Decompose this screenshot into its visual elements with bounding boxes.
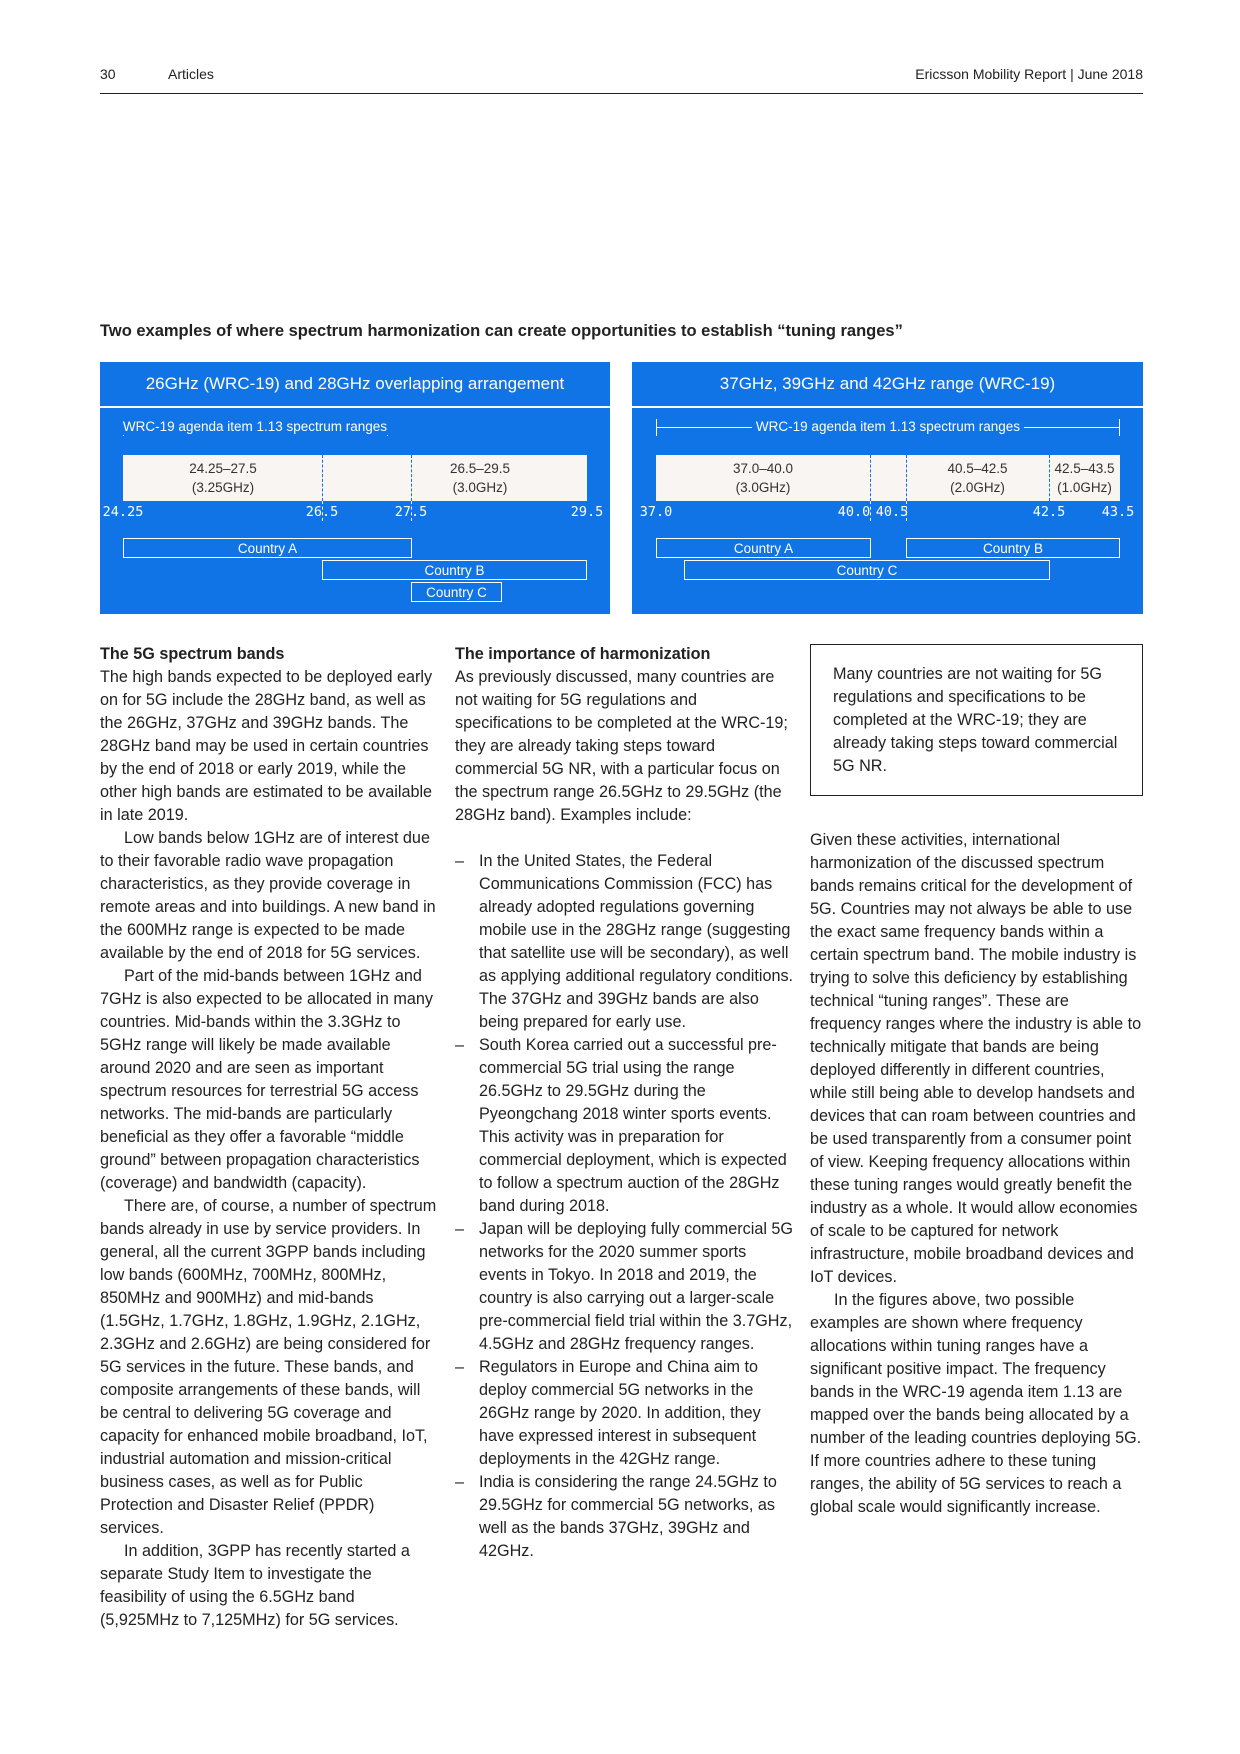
paragraph: Low bands below 1GHz are of interest due to their favorable radio wave propagation characteristics, as they provide coverage in remote areas and into buildings. A new band in the 600MHz range is expected to be made available by the end of 2018 for 5G services. (100, 829, 436, 962)
band-width: (2.0GHz) (950, 480, 1005, 495)
divider-40-0 (870, 455, 871, 501)
band-26-29 (373, 455, 587, 501)
figure-title: Two examples of where spectrum harmonization can create opportunities to establish “tuning ranges” (100, 322, 903, 340)
report-title: Ericsson Mobility Report | June 2018 (915, 66, 1143, 82)
list-item: – Regulators in Europe and China aim to deploy commercial 5G networks in the 26GHz range by 2020. In addition, they have expressed interest in subsequent deployments in the 42GHz range. (455, 1356, 795, 1471)
band-range: 37.0–40.0 (732, 461, 794, 476)
paragraph: The high bands expected to be deployed early on for 5G include the 28GHz band, as well as the 26GHz, 37GHz and 39GHz bands. The 28GHz band may be used in certain countries by the end of 2018 or early 2019, while the other high bands are estimated to be available in late 2019. (100, 668, 433, 824)
divider-42-5 (1049, 455, 1050, 501)
agenda-range-bracket (123, 419, 388, 435)
agenda-label: WRC-19 agenda item 1.13 spectrum ranges (752, 419, 1024, 435)
column-spectrum-bands (100, 643, 438, 1632)
list-item: – South Korea carried out a successful pre-commercial 5G trial using the range 26.5GHz to 29.5GHz during the Pyeongchang 2018 winter sports events. This activity was in preparation for commercial deployment, which is expected to follow a spectrum auction of the 28GHz band during 2018. (455, 1034, 795, 1218)
paragraph: In the figures above, two possible examples are shown where frequency allocations within tuning ranges have a significant positive impact. The frequency bands in the WRC-19 agenda item 1.13 are mapped over the bands being allocated by a number of the leading countries deploying 5G. If more countries adhere to these tuning ranges, the ability of 5G services to reach a global scale would significantly increase. (810, 1291, 1142, 1516)
list-item: – Japan will be deploying fully commercial 5G networks for the 2020 summer sports events in Tokyo. In 2018 and 2019, the country is also carrying out a larger-scale pre-commercial field trial within the 3.7GHz, 4.5GHz and 28GHz frequency ranges. (455, 1218, 795, 1356)
panel-title: 26GHz (WRC-19) and 28GHz overlapping arrangement (100, 362, 610, 408)
band-strip (656, 455, 1120, 501)
band-37-40 (656, 455, 870, 501)
paragraph: There are, of course, a number of spectrum bands already in use by service providers. In general, all the current 3GPP bands including low bands (600MHz, 700MHz, 800MHz, 850MHz and 900MHz) and mid-bands (1.5GHz, 1.7GHz, 1.8GHz, 1.9GHz, 2.1GHz, 2.3GHz and 2.6GHz) are being considered for 5G services in the future. These bands, and composite arrangements of these bands, will be central to delivering 5G coverage and capacity for enhanced mobile broadband, IoT, industrial automation and mission-critical business cases, as well as for Public Protection and Disaster Relief (PPDR) services. (100, 1197, 437, 1537)
column-tuning-ranges (810, 829, 1143, 1519)
section-heading: The importance of harmonization (455, 645, 711, 663)
tick-24-25: 24.25 (102, 504, 144, 520)
country-a-box: Country A (656, 538, 871, 558)
tick-26-5: 26.5 (305, 504, 339, 520)
band-range: 42.5–43.5 (1054, 461, 1115, 476)
tick-42-5: 42.5 (1032, 504, 1066, 520)
country-c-box: Country C (684, 560, 1050, 580)
band-range: 24.25–27.5 (189, 461, 257, 476)
pull-quote-box (810, 644, 1143, 796)
divider-26-5 (322, 455, 323, 501)
band-width: (3.25GHz) (191, 480, 255, 495)
band-width: (1.0GHz) (1057, 480, 1112, 495)
band-24-27 (123, 455, 323, 501)
section-label: Articles (168, 66, 214, 82)
panel-26-28ghz (100, 362, 610, 614)
divider-27-5 (411, 455, 412, 501)
paragraph: Part of the mid-bands between 1GHz and 7GHz is also expected to be allocated in many countries. Mid-bands within the 3.3GHz to 5GHz range will likely be made available around 2020 and are seen as important spectrum resources for terrestrial 5G access networks. The mid-bands are particularly beneficial as they offer a favorable “middle ground” between propagation characteristics (coverage) and bandwidth (capacity). (100, 967, 433, 1192)
paragraph: Given these activities, international harmonization of the discussed spectrum bands remains critical for the development of 5G. Countries may not always be able to use the exact same frequency bands within a certain spectrum band. The mobile industry is trying to solve this deficiency by establishing technical “tuning ranges”. These are frequency ranges where the industry is able to technically mitigate that bands are being deployed differently in different countries, while still being able to develop handsets and devices that can roam between countries and be used transparently from a consumer point of view. Keeping frequency allocations within these tuning ranges would greatly benefit the industry as a whole. It would allow economies of scale to be captured for network infrastructure, mobile broadband devices and IoT devices. (810, 831, 1142, 1286)
list-item: – In the United States, the Federal Communications Commission (FCC) has already adopted regulations governing mobile use in the 28GHz range (suggesting that satellite use will be secondary), as well as applying additional regulatory conditions. The 37GHz and 39GHz bands are also being prepared for early use. (455, 850, 795, 1034)
band-42-43 (1049, 455, 1120, 501)
agenda-range-bracket (656, 419, 1120, 435)
panel-37-39-42ghz (632, 362, 1143, 614)
agenda-label: WRC-19 agenda item 1.13 spectrum ranges (119, 419, 391, 435)
tick-43-5: 43.5 (1101, 504, 1135, 520)
header-rule (100, 93, 1143, 94)
tick-27-5: 27.5 (394, 504, 428, 520)
band-range: 26.5–29.5 (449, 461, 511, 476)
tick-40-5: 40.5 (875, 504, 909, 520)
paragraph: In addition, 3GPP has recently started a separate Study Item to investigate the feasibility of using the 6.5GHz band (5,925MHz to 7,125MHz) for 5G services. (100, 1542, 410, 1629)
tick-37-0: 37.0 (639, 504, 673, 520)
panel-title: 37GHz, 39GHz and 42GHz range (WRC-19) (632, 362, 1143, 408)
country-c-box: Country C (411, 582, 502, 602)
country-b-box: Country B (906, 538, 1120, 558)
tick-40-0: 40.0 (837, 504, 871, 520)
column-harmonization (455, 643, 795, 1563)
band-range: 40.5–42.5 (947, 461, 1008, 476)
pull-quote-text: Many countries are not waiting for 5G regulations and specifications to be completed at the WRC-19; they are already taking steps toward commercial 5G NR. (833, 665, 1118, 775)
band-width: (3.0GHz) (735, 480, 791, 495)
band-width: (3.0GHz) (452, 480, 508, 495)
page-number: 30 (100, 66, 116, 82)
tick-29-5: 29.5 (570, 504, 604, 520)
examples-list (455, 850, 795, 1563)
section-heading: The 5G spectrum bands (100, 645, 285, 663)
band-40-42 (906, 455, 1049, 501)
divider-40-5 (906, 455, 907, 501)
list-item: – India is considering the range 24.5GHz to 29.5GHz for commercial 5G networks, as well as the bands 37GHz, 39GHz and 42GHz. (455, 1471, 795, 1563)
country-a-box: Country A (123, 538, 412, 558)
band-strip (123, 455, 587, 501)
country-b-box: Country B (322, 560, 587, 580)
paragraph: As previously discussed, many countries are not waiting for 5G regulations and specifications to be completed at the WRC-19; they are already taking steps toward commercial 5G NR, with a particular focus on the spectrum range 26.5GHz to 29.5GHz (the 28GHz band). Examples include: (455, 668, 788, 824)
bracket-end (1119, 419, 1120, 436)
